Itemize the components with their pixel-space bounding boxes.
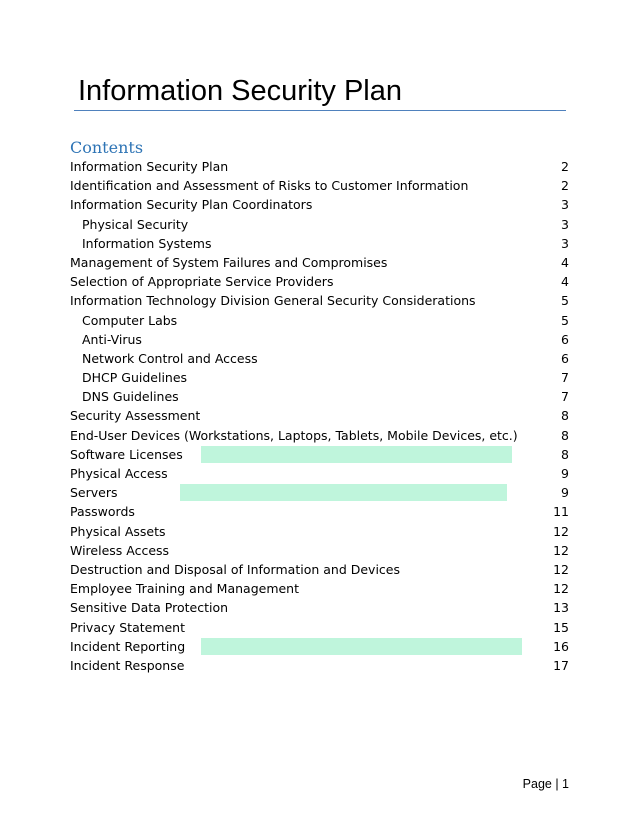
toc-entry[interactable] bbox=[70, 560, 570, 579]
toc-entry-label: Servers bbox=[70, 485, 118, 501]
toc-entry-label: Information Security Plan Coordinators bbox=[70, 197, 313, 213]
toc-entry[interactable] bbox=[70, 176, 570, 195]
toc-entry-label: DHCP Guidelines bbox=[82, 370, 188, 386]
text-highlight bbox=[180, 484, 507, 501]
toc-entry-label: Software Licenses bbox=[70, 446, 183, 462]
toc-entry[interactable] bbox=[70, 195, 570, 214]
toc-entry[interactable] bbox=[70, 311, 570, 330]
toc-entry[interactable] bbox=[70, 579, 570, 598]
toc-entry-page-number: 8 bbox=[561, 427, 569, 443]
toc-entry[interactable] bbox=[70, 368, 570, 387]
toc-entry-page-number: 8 bbox=[561, 408, 569, 424]
toc-entry-label: Network Control and Access bbox=[82, 350, 258, 366]
toc-entry[interactable] bbox=[70, 253, 570, 272]
toc-entry-page-number: 17 bbox=[553, 657, 569, 673]
toc-entry-label: Sensitive Data Protection bbox=[70, 600, 229, 616]
toc-entry-label: Computer Labs bbox=[82, 312, 178, 328]
toc-entry-label: Incident Response bbox=[70, 657, 185, 673]
toc-entry-label: Incident Reporting bbox=[70, 638, 186, 654]
toc-entry-page-number: 5 bbox=[561, 293, 569, 309]
toc-entry-page-number: 12 bbox=[553, 523, 569, 539]
toc-entry[interactable] bbox=[70, 464, 570, 483]
toc-entry-label: Information Systems bbox=[82, 235, 212, 251]
toc-entry[interactable] bbox=[70, 445, 570, 464]
document-title: Information Security Plan bbox=[78, 75, 402, 107]
toc-entry-label: Information Technology Division General Security Considerations bbox=[70, 293, 476, 309]
toc-entry-page-number: 4 bbox=[561, 274, 569, 290]
toc-entry-label: Physical Assets bbox=[70, 523, 166, 539]
toc-entry-page-number: 3 bbox=[561, 216, 569, 232]
toc-entry[interactable] bbox=[70, 234, 570, 253]
contents-heading: Contents bbox=[70, 138, 144, 157]
toc-entry-label: Identification and Assessment of Risks to Customer Information bbox=[70, 178, 469, 194]
toc-entry-label: Information Security Plan bbox=[70, 159, 229, 174]
toc-entry-page-number: 2 bbox=[561, 159, 569, 174]
toc-entry-page-number: 9 bbox=[561, 466, 569, 481]
toc-entry-label: Management of System Failures and Compromises bbox=[70, 254, 388, 270]
toc-entry[interactable] bbox=[70, 598, 570, 617]
toc-entry[interactable] bbox=[70, 291, 570, 310]
text-highlight bbox=[201, 446, 512, 463]
toc-entry[interactable] bbox=[70, 522, 570, 541]
toc-entry-page-number: 3 bbox=[561, 235, 569, 251]
toc-entry[interactable] bbox=[70, 541, 570, 560]
toc-entry-label: Anti-Virus bbox=[82, 331, 142, 347]
title-underline bbox=[74, 110, 566, 111]
toc-entry-page-number: 6 bbox=[561, 331, 569, 347]
text-highlight bbox=[201, 638, 522, 655]
toc-entry-page-number: 12 bbox=[553, 561, 569, 577]
toc-entry-page-number: 6 bbox=[561, 350, 569, 366]
toc-entry-page-number: 16 bbox=[553, 638, 569, 654]
toc-entry[interactable] bbox=[70, 272, 570, 291]
toc-entry[interactable] bbox=[70, 426, 570, 445]
toc-entry-label: Wireless Access bbox=[70, 542, 170, 558]
toc-entry-page-number: 5 bbox=[561, 312, 569, 328]
toc-entry-page-number: 2 bbox=[561, 178, 569, 194]
toc-entry-page-number: 8 bbox=[561, 446, 569, 462]
toc-entry-label: Selection of Appropriate Service Providers bbox=[70, 274, 334, 290]
toc-entry-label: End-User Devices (Workstations, Laptops, Tablets, Mobile Devices, etc.) bbox=[70, 427, 518, 443]
toc-entry-page-number: 4 bbox=[561, 254, 569, 270]
toc-entry[interactable] bbox=[70, 656, 570, 675]
toc-entry-page-number: 9 bbox=[561, 485, 569, 501]
toc-entry-page-number: 12 bbox=[553, 542, 569, 558]
toc-entry[interactable] bbox=[70, 387, 570, 406]
toc-entry[interactable] bbox=[70, 618, 570, 637]
toc-entry-label: Privacy Statement bbox=[70, 619, 186, 635]
toc-entry[interactable] bbox=[70, 637, 570, 656]
toc-entry-label: Physical Access bbox=[70, 466, 168, 481]
toc-entry-label: Security Assessment bbox=[70, 408, 201, 424]
toc-entry[interactable] bbox=[70, 215, 570, 234]
toc-entry-page-number: 7 bbox=[561, 370, 569, 386]
toc-entry-page-number: 11 bbox=[553, 504, 569, 520]
toc-entry-label: Destruction and Disposal of Information and Devices bbox=[70, 561, 400, 577]
toc-entry[interactable] bbox=[70, 502, 570, 521]
toc-entry-page-number: 3 bbox=[561, 197, 569, 213]
table-of-contents bbox=[70, 157, 570, 675]
toc-entry-label: DNS Guidelines bbox=[82, 389, 179, 405]
toc-entry-page-number: 15 bbox=[553, 619, 569, 635]
toc-entry[interactable] bbox=[70, 157, 570, 176]
toc-entry-label: Passwords bbox=[70, 504, 135, 520]
toc-entry[interactable] bbox=[70, 483, 570, 502]
toc-entry-label: Physical Security bbox=[82, 216, 189, 232]
page-footer: Page | 1 bbox=[522, 777, 569, 791]
toc-entry[interactable] bbox=[70, 349, 570, 368]
toc-entry-page-number: 12 bbox=[553, 581, 569, 597]
toc-entry-page-number: 7 bbox=[561, 389, 569, 405]
toc-entry[interactable] bbox=[70, 406, 570, 425]
toc-entry[interactable] bbox=[70, 330, 570, 349]
toc-entry-page-number: 13 bbox=[553, 600, 569, 616]
toc-entry-label: Employee Training and Management bbox=[70, 581, 300, 597]
